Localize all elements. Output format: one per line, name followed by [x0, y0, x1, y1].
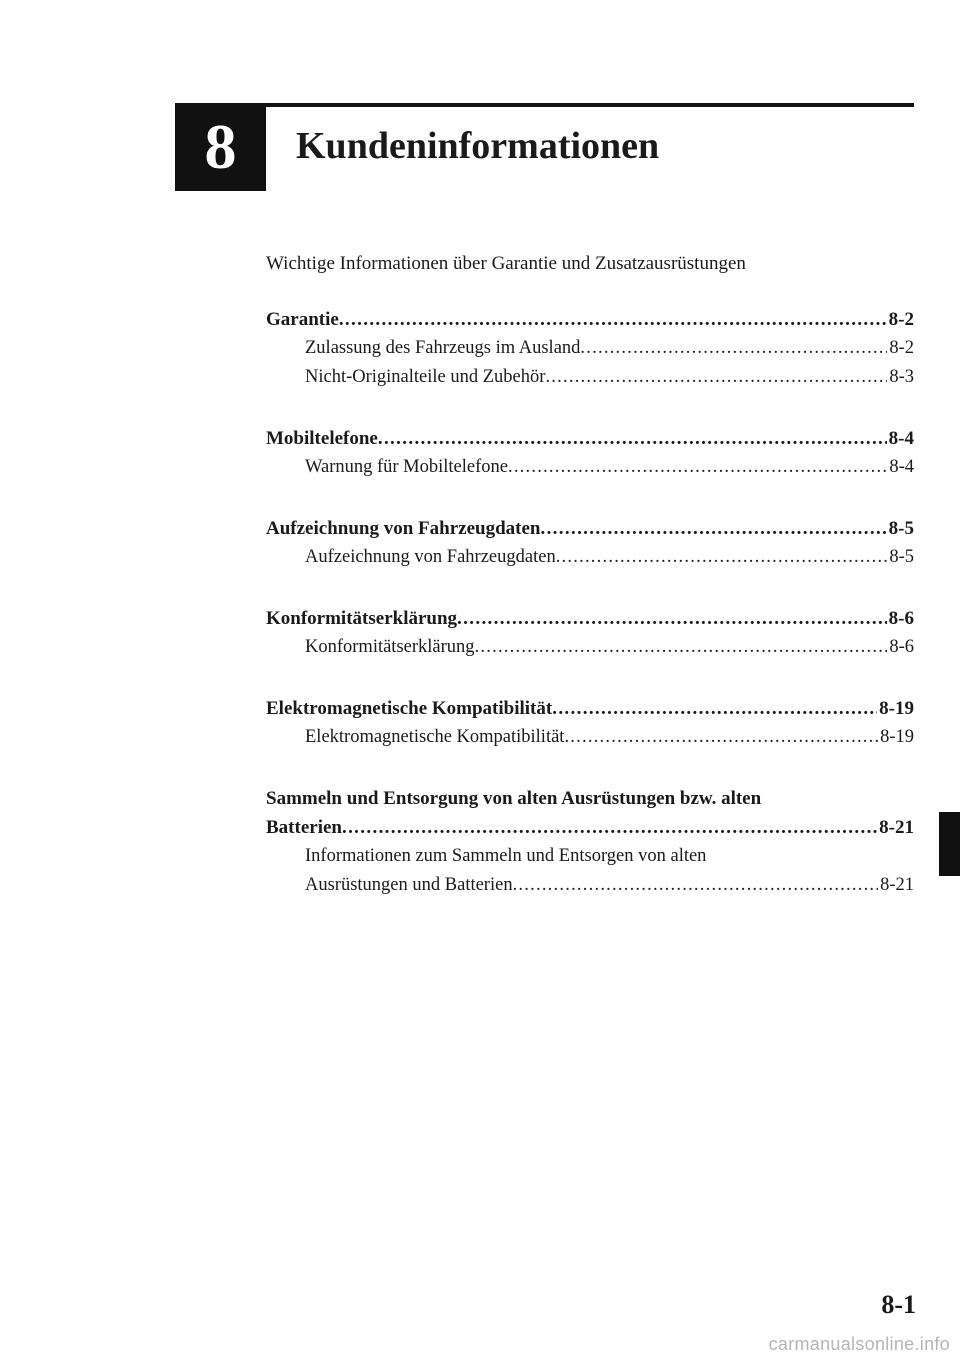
toc-leader-dots — [378, 424, 887, 453]
page-number: 8-1 — [881, 1290, 916, 1319]
toc-entry-garantie[interactable] — [266, 305, 914, 334]
watermark: carmanualsonline.info — [768, 1334, 950, 1354]
toc-leader-dots — [457, 604, 887, 633]
table-of-contents — [266, 305, 914, 932]
toc-entry-entsorgung-sub[interactable] — [305, 871, 914, 900]
toc-entry-entsorgung[interactable] — [266, 813, 914, 842]
toc-leader-dots — [540, 514, 886, 543]
toc-entry-page: 8-2 — [889, 338, 914, 358]
chapter-number-box — [175, 103, 266, 191]
toc-leader-dots — [508, 453, 887, 482]
toc-entry-konformitaet-sub[interactable] — [305, 633, 914, 662]
chapter-header-rule — [266, 103, 914, 107]
toc-entry-title: Aufzeichnung von Fahrzeugdaten — [266, 518, 541, 539]
toc-entry-title: Nicht-Originalteile und Zubehör — [305, 367, 546, 387]
chapter-side-tab — [939, 812, 960, 876]
toc-section-konformitaet — [266, 604, 914, 662]
toc-entry-page: 8-21 — [880, 875, 914, 895]
toc-leader-dots — [342, 813, 877, 842]
toc-entry-page: 8-5 — [889, 547, 914, 567]
toc-entry-warnung-mobiltelefone[interactable] — [305, 453, 914, 482]
toc-leader-dots — [580, 334, 887, 363]
toc-entry-page: 8-21 — [879, 817, 914, 838]
toc-entry-page: 8-4 — [889, 457, 914, 477]
toc-entry-page: 8-4 — [888, 428, 914, 449]
toc-entry-title: Ausrüstungen und Batterien — [305, 875, 513, 895]
toc-section-aufzeichnung — [266, 514, 914, 572]
toc-entry-emv-sub[interactable] — [305, 723, 914, 752]
toc-entry-title: Aufzeichnung von Fahrzeugdaten — [305, 547, 556, 567]
toc-entry-emv[interactable] — [266, 694, 914, 723]
toc-entry-entsorgung-line1[interactable]: Sammeln und Entsorgung von alten Ausrüstungen bzw. alten — [266, 788, 762, 809]
toc-entry-aufzeichnung-sub[interactable] — [305, 543, 914, 572]
toc-entry-page: 8-19 — [879, 698, 914, 719]
toc-entry-page: 8-5 — [888, 518, 914, 539]
toc-entry-title: Elektromagnetische Kompatibilität — [266, 698, 553, 719]
toc-entry-page: 8-6 — [889, 637, 914, 657]
toc-entry-aufzeichnung[interactable] — [266, 514, 914, 543]
toc-entry-title: Warnung für Mobiltelefone — [305, 457, 508, 477]
toc-entry-page: 8-3 — [889, 367, 914, 387]
toc-section-entsorgung — [266, 784, 914, 900]
toc-section-garantie — [266, 305, 914, 392]
toc-entry-entsorgung-sub-line1[interactable]: Informationen zum Sammeln und Entsorgen von alten — [305, 846, 707, 866]
toc-leader-dots — [556, 543, 888, 572]
toc-entry-title: Konformitätserklärung — [266, 608, 458, 629]
toc-entry-title: Zulassung des Fahrzeugs im Ausland — [305, 338, 581, 358]
toc-leader-dots — [475, 633, 888, 662]
toc-entry-konformitaet[interactable] — [266, 604, 914, 633]
toc-entry-title: Konformitätserklärung — [305, 637, 475, 657]
toc-leader-dots — [513, 871, 879, 900]
chapter-number: 8 — [204, 111, 237, 182]
toc-entry-page: 8-19 — [880, 727, 914, 747]
toc-entry-title: Garantie — [266, 309, 339, 330]
toc-entry-title: Elektromagnetische Kompatibilität — [305, 727, 565, 747]
toc-entry-page: 8-6 — [888, 608, 914, 629]
toc-entry-title: Batterien — [266, 817, 342, 838]
chapter-intro: Wichtige Informationen über Garantie und Zusatzausrüstungen — [266, 253, 746, 274]
toc-entry-page: 8-2 — [888, 309, 914, 330]
toc-entry-mobiltelefone[interactable] — [266, 424, 914, 453]
toc-section-mobiltelefone — [266, 424, 914, 482]
chapter-title: Kundeninformationen — [296, 125, 660, 167]
toc-leader-dots — [545, 363, 887, 392]
toc-entry-nicht-originalteile[interactable] — [305, 363, 914, 392]
toc-entry-title: Mobiltelefone — [266, 428, 378, 449]
toc-leader-dots — [552, 694, 877, 723]
toc-leader-dots — [339, 305, 887, 334]
toc-section-emv — [266, 694, 914, 752]
toc-leader-dots — [564, 723, 878, 752]
toc-entry-zulassung[interactable] — [305, 334, 914, 363]
